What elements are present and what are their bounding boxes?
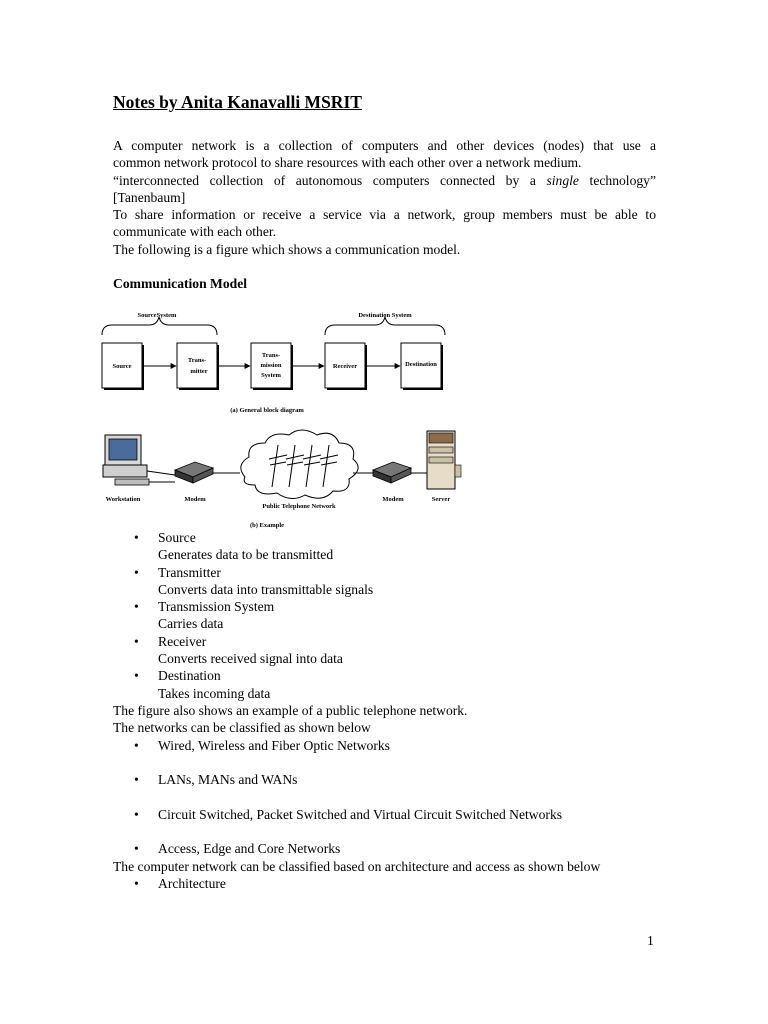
component-name: Source (158, 530, 196, 545)
source-system-label: SourceSystem (137, 312, 177, 319)
component-name: Destination (158, 668, 221, 684)
classification-item: Wired, Wireless and Fiber Optic Networks (158, 737, 390, 753)
quote-text-end: technology” (578, 172, 656, 188)
destination-box-label: Destination (405, 361, 437, 368)
transmission-system-box (251, 343, 293, 390)
page-number: 1 (647, 933, 654, 948)
spacer (113, 788, 673, 805)
caption-general-block-diagram: (a) General block diagram (230, 407, 304, 414)
component-name: Transmission System (158, 599, 275, 615)
bullet: • (134, 841, 139, 857)
intro-line: A computer network is a collection of computers and other devices (nodes) that use a (113, 138, 656, 153)
component-name: Transmitter (158, 564, 221, 580)
bullet: • (134, 737, 139, 753)
paragraph-line: The figure also shows an example of a public telephone network. (113, 702, 468, 718)
label-server: Server (431, 496, 451, 503)
server-illustration (427, 431, 461, 489)
bullet: • (134, 772, 139, 788)
list-item (113, 806, 673, 823)
transmission-box-label-2: mission (260, 362, 282, 369)
public-telephone-network-cloud (241, 430, 373, 499)
classification-item: LANs, MANs and WANs (158, 772, 298, 788)
transmission-box-label-3: System (261, 372, 281, 379)
caption-example: (b) Example (249, 522, 285, 529)
destination-system-label: Destination System (358, 312, 412, 319)
label-workstation: Workstation (105, 496, 141, 503)
receiver-box (325, 343, 367, 390)
quote-emphasis: single (546, 172, 579, 188)
section-heading: Communication Model (113, 276, 248, 291)
spacer (113, 754, 673, 771)
destination-box (401, 343, 443, 390)
modem-right-illustration (373, 462, 427, 483)
list-item (113, 737, 673, 754)
classification-item: Circuit Switched, Packet Switched and Virtual Circuit Switched Networks (158, 806, 563, 822)
classification-item: Access, Edge and Core Networks (158, 841, 341, 857)
bullet: • (134, 806, 139, 822)
list-item (113, 598, 673, 615)
bullet: • (134, 530, 139, 545)
quote-text: “interconnected collection of autonomous computers connected by a (113, 172, 547, 188)
component-description: Generates data to be transmitted (158, 547, 334, 563)
list-item (113, 667, 673, 684)
intro-section (113, 137, 656, 258)
bullet: • (134, 875, 139, 891)
intro-line: communicate with each other. (113, 224, 277, 240)
source-system-brace (102, 317, 217, 335)
page-title: Notes by Anita Kanavalli MSRIT (113, 92, 362, 112)
intro-line: To share information or receive a service via a network, group members must be able to (113, 207, 656, 223)
bullet: • (134, 599, 139, 615)
bullet: • (134, 668, 139, 684)
list-item (113, 564, 673, 581)
architecture-item: Architecture (158, 875, 226, 891)
list-item (113, 875, 673, 892)
quote-citation: [Tanenbaum] (113, 189, 186, 205)
paragraph-line: The computer network can be classified based on architecture and access as shown below (113, 858, 601, 874)
content-list (113, 529, 673, 892)
communication-model-figure (95, 305, 475, 535)
label-public-telephone-network: Public Telephone Network (262, 503, 336, 510)
spacer (113, 823, 673, 840)
intro-line: The following is a figure which shows a communication model. (113, 241, 461, 257)
component-description: Converts received signal into data (158, 651, 343, 667)
component-description: Carries data (158, 616, 224, 632)
list-item (113, 840, 673, 857)
bullet: • (134, 633, 139, 649)
workstation-illustration (103, 435, 175, 485)
receiver-box-label: Receiver (332, 363, 358, 370)
bullet: • (134, 564, 139, 580)
transmitter-box-label-1: Trans- (187, 357, 207, 364)
destination-system-brace (325, 317, 445, 335)
component-description: Takes incoming data (158, 685, 271, 701)
source-box-label: Source (112, 363, 132, 370)
label-modem-right: Modem (382, 496, 404, 503)
intro-line: common network protocol to share resources with each other over a network medium. (113, 155, 582, 171)
transmission-box-label-1: Trans- (261, 352, 281, 359)
transmitter-box-label-2: mitter (190, 368, 208, 375)
paragraph-line: The networks can be classified as shown below (113, 720, 371, 736)
transmitter-box (177, 343, 219, 390)
component-description: Converts data into transmittable signals (158, 581, 374, 597)
component-name: Receiver (158, 633, 207, 649)
quote-line (113, 172, 656, 189)
list-item (113, 771, 673, 788)
label-modem-left: Modem (184, 496, 206, 503)
modem-left-illustration (175, 462, 240, 483)
list-item (113, 529, 673, 546)
source-box (102, 343, 144, 390)
list-item (113, 633, 673, 650)
